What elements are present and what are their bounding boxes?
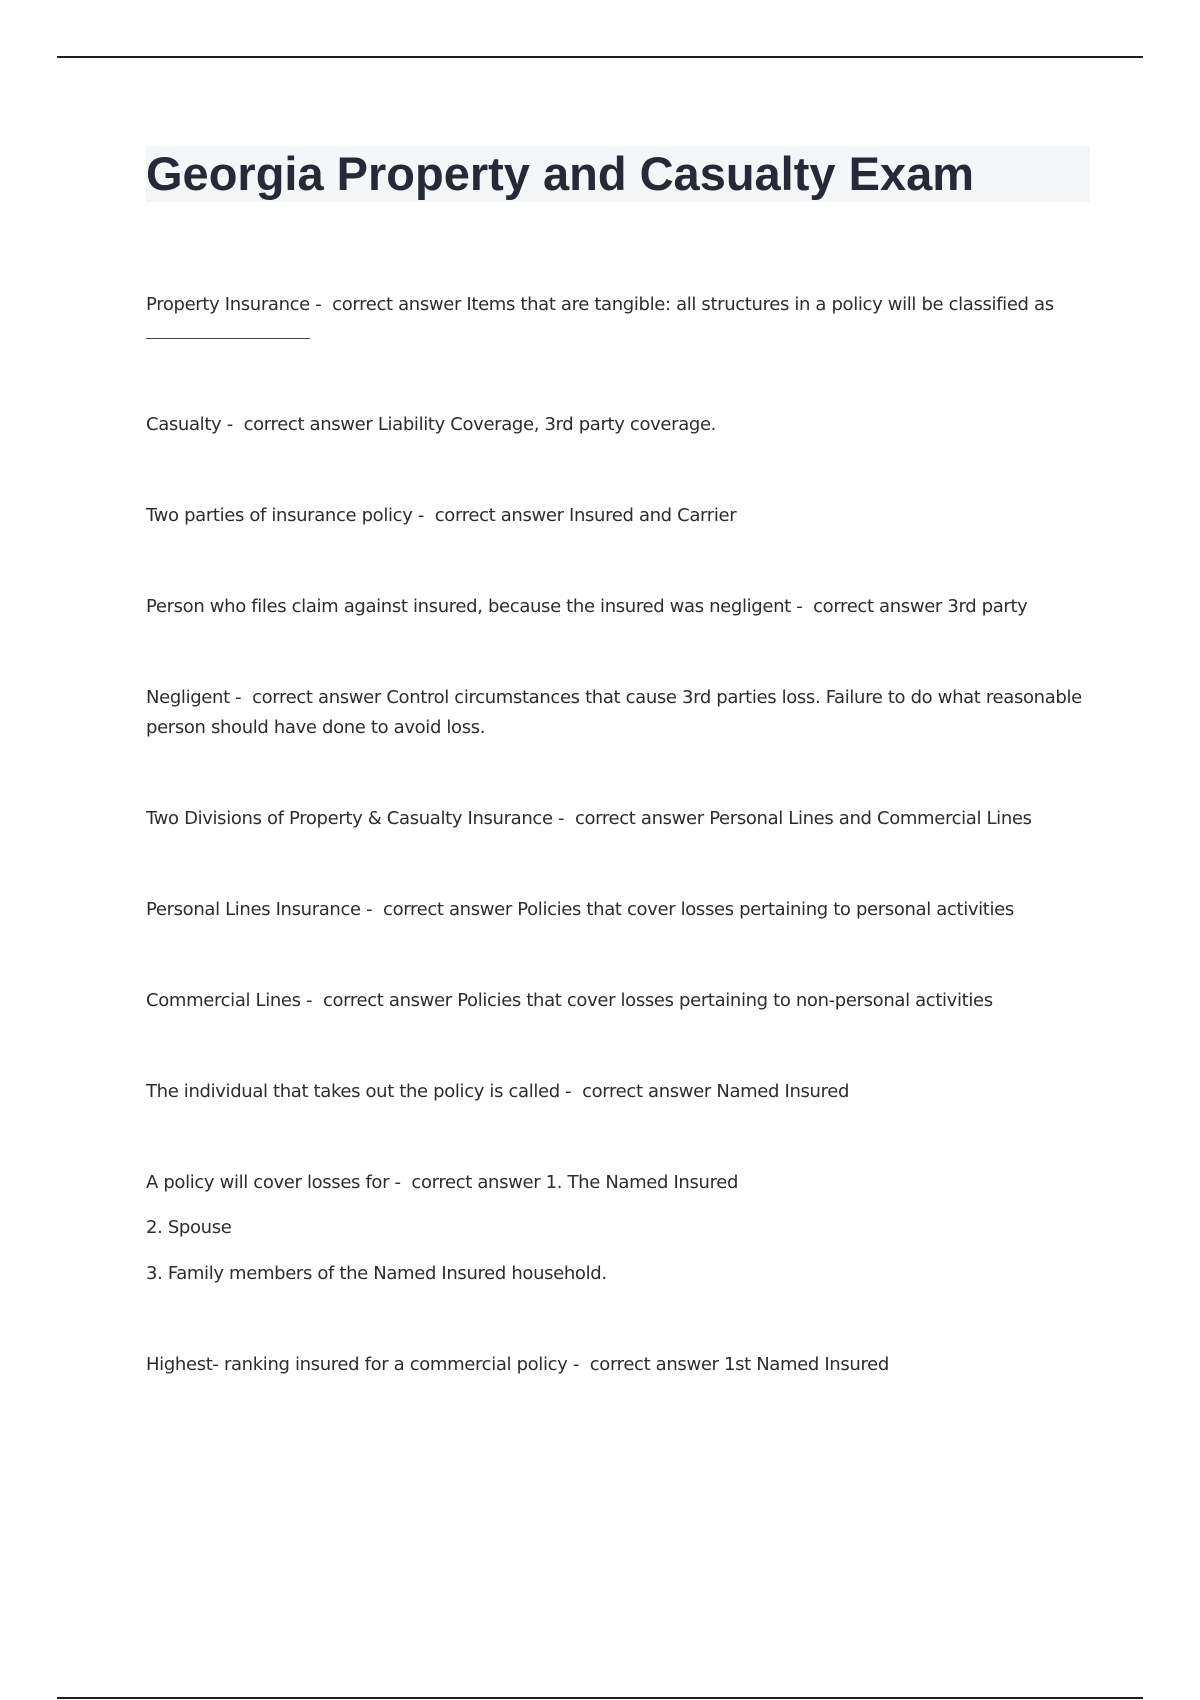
answer-text: Policies that cover losses pertaining to non-personal activities (457, 990, 993, 1011)
question-text: Negligent (146, 687, 230, 708)
question-text: Two parties of insurance policy (146, 505, 413, 526)
separator: - (360, 899, 384, 920)
qa-item (146, 501, 1086, 531)
fill-in-blank-line (146, 338, 310, 339)
separator: - (229, 687, 253, 708)
separator: - (567, 1354, 590, 1375)
answer-text: Control circumstances that cause 3rd parties loss. Failure to do what reasonable person should have done to avoid loss. (146, 687, 1082, 738)
question-text: Highest- ranking insured for a commercial policy (146, 1354, 568, 1375)
qa-item (146, 683, 1086, 743)
answer-prefix: correct answer (252, 687, 381, 708)
question-text: Personal Lines Insurance (146, 899, 361, 920)
question-text: Two Divisions of Property & Casualty Insurance (146, 808, 553, 829)
separator: - (559, 1081, 583, 1102)
question-text: Commercial Lines (146, 990, 301, 1011)
top-rule (57, 56, 1143, 58)
qa-item (146, 410, 1086, 440)
answer-text: Policies that cover losses pertaining to personal activities (517, 899, 1014, 920)
list-continuation-line: 2. Spouse (146, 1217, 232, 1238)
answer-prefix: correct answer (243, 414, 373, 435)
separator: - (389, 1172, 412, 1193)
qa-item (146, 804, 1086, 834)
answer-prefix: correct answer (383, 899, 512, 920)
answer-text: Named Insured (716, 1081, 850, 1102)
answer-text: Liability Coverage, 3rd party coverage. (377, 414, 717, 435)
answer-text: Insured and Carrier (569, 505, 737, 526)
answer-prefix: correct answer (434, 505, 564, 526)
answer-prefix: correct answer (332, 294, 462, 315)
title-highlight (146, 146, 1090, 202)
bottom-rule (57, 1697, 1143, 1699)
qa-item (146, 592, 1086, 622)
answer-text: 1. The Named Insured (545, 1172, 739, 1193)
question-text: Property Insurance (146, 294, 310, 315)
answer-text: 3rd party (947, 596, 1028, 617)
qa-item (146, 290, 1086, 339)
answer-prefix: correct answer (322, 990, 452, 1011)
qa-item (146, 1077, 1086, 1107)
list-continuation-line: 3. Family members of the Named Insured household. (146, 1263, 607, 1284)
answer-text: Personal Lines and Commercial Lines (709, 808, 1032, 829)
question-text: Casualty (146, 414, 222, 435)
question-text: The individual that takes out the policy is called (146, 1081, 560, 1102)
qa-item (146, 986, 1086, 1016)
answer-prefix: correct answer (411, 1172, 541, 1193)
page-title: Georgia Property and Casualty Exam (146, 147, 975, 200)
answer-prefix: correct answer (574, 808, 704, 829)
answer-prefix: correct answer (582, 1081, 711, 1102)
question-text: A policy will cover losses for (146, 1172, 390, 1193)
qa-item (146, 1168, 1086, 1198)
answer-prefix: correct answer (813, 596, 942, 617)
separator: - (412, 505, 435, 526)
answer-text: Items that are tangible: all structures in a policy will be classified as (466, 294, 1054, 315)
separator: - (309, 294, 333, 315)
separator: - (790, 596, 814, 617)
separator: - (221, 414, 244, 435)
qa-item (146, 1350, 1086, 1380)
question-text: Person who files claim against insured, because the insured was negligent (146, 596, 791, 617)
qa-item (146, 895, 1086, 925)
separator: - (552, 808, 575, 829)
separator: - (300, 990, 323, 1011)
answer-prefix: correct answer (589, 1354, 719, 1375)
answer-text: 1st Named Insured (723, 1354, 889, 1375)
